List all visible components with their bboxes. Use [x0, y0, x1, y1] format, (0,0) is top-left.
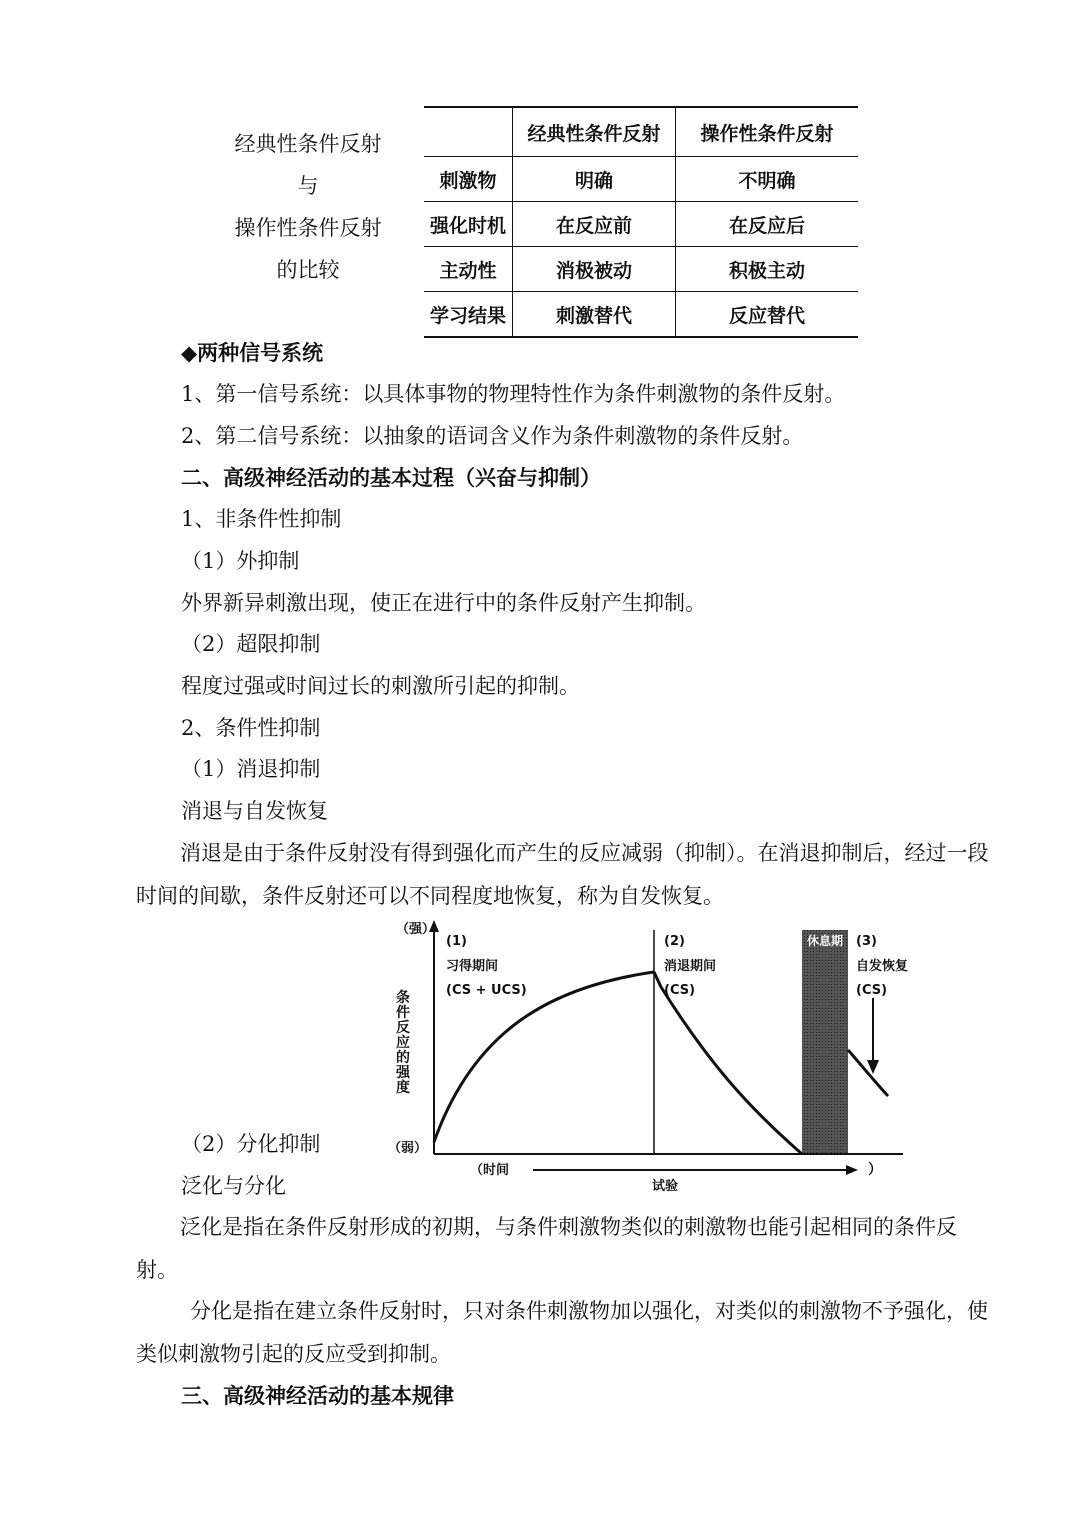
phase1-label: 习得期间: [446, 959, 499, 974]
sub1-2-text: 程度过强或时间过长的刺激所引起的抑制。: [181, 674, 580, 698]
table-cell: 刺激替代: [513, 292, 676, 338]
sub1-1-text: 外界新异刺激出现，使正在进行中的条件反射产生抑制。: [181, 591, 706, 615]
sub2-1-heading: （1）消退抑制: [181, 757, 321, 781]
phase2-condition: (CS): [664, 983, 696, 998]
table-row: [424, 292, 858, 338]
sub1-heading: 1、非条件性抑制: [181, 507, 342, 531]
comparison-side-label-2: 与: [297, 174, 319, 198]
sub2-2-title: 泛化与分化: [181, 1174, 286, 1198]
y-axis-title-char: 条: [396, 990, 410, 1006]
phase1-condition: (CS + UCS): [446, 983, 527, 998]
comparison-table: [424, 106, 858, 338]
table-header-row: [424, 107, 858, 157]
table-header-cell: [424, 107, 513, 157]
phase3-condition: (CS): [856, 983, 888, 998]
table-row: [424, 202, 858, 247]
comparison-side-label-3: 操作性条件反射: [234, 216, 382, 240]
x-axis-arrow-head: [846, 1165, 858, 1175]
sub1-2-heading: （2）超限抑制: [181, 632, 321, 656]
phase3-label: 自发恢复: [856, 959, 909, 974]
table-cell: 消极被动: [513, 247, 676, 292]
section2-heading: 二、高级神经活动的基本过程（兴奋与抑制）: [181, 465, 601, 490]
sub1-1-heading: （1）外抑制: [181, 549, 300, 573]
y-axis-title-char: 反: [396, 1020, 410, 1036]
y-axis-title-char: 的: [396, 1050, 410, 1066]
y-weak-label: （弱）: [388, 1141, 428, 1156]
x-axis-title: 试验: [652, 1179, 679, 1194]
y-strong-label: （强）: [396, 922, 436, 937]
phase1-number: (1): [446, 934, 467, 949]
signals-item-2: 2、第二信号系统：以抽象的语词含义作为条件刺激物的条件反射。: [181, 424, 804, 448]
table-row: [424, 157, 858, 202]
section3-heading: 三、高级神经活动的基本规律: [181, 1383, 454, 1408]
extinction-curve: [654, 972, 802, 1154]
y-axis-title-char: 强: [396, 1065, 410, 1081]
comparison-side-label-4: 的比较: [276, 258, 340, 282]
rest-period-label: 休息期: [806, 934, 844, 948]
table-row: [424, 247, 858, 292]
phase2-label: 消退期间: [664, 959, 717, 974]
table-cell: 不明确: [676, 157, 859, 202]
comparison-side-label-1: 经典性条件反射: [234, 132, 382, 156]
table-cell: 明确: [513, 157, 676, 202]
sub2-1-paragraph: 消退是由于条件反射没有得到强化而产生的反应减弱（抑制）。在消退抑制后，经过一段时间的间歇，条件反射还可以不同程度地恢复，称为自发恢复。: [136, 841, 989, 908]
x-time-label: （时间: [470, 1163, 510, 1178]
table-cell: 反应替代: [676, 292, 859, 338]
y-axis-title-char: 件: [396, 1005, 410, 1021]
table-cell: 学习结果: [424, 292, 513, 338]
y-axis-title-char: 应: [396, 1035, 410, 1051]
table-header-cell: 经典性条件反射: [513, 107, 676, 157]
table-cell: 强化时机: [424, 202, 513, 247]
y-axis-title: [395, 989, 411, 1096]
table-cell: 主动性: [424, 247, 513, 292]
table-cell: 在反应后: [676, 202, 859, 247]
sub2-2-heading: （2）分化抑制: [181, 1132, 321, 1156]
phase2-number: (2): [664, 934, 685, 949]
y-axis-title-char: 度: [396, 1080, 410, 1096]
signals-item-1: 1、第一信号系统：以具体事物的物理特性作为条件刺激物的条件反射。: [181, 382, 846, 406]
phase3-number: (3): [856, 934, 877, 949]
table-cell: 在反应前: [513, 202, 676, 247]
generalization-paragraph: 泛化是指在条件反射形成的初期，与条件刺激物类似的刺激物也能引起相同的条件反射。: [136, 1215, 957, 1282]
table-header-cell: 操作性条件反射: [676, 107, 859, 157]
signals-heading: ◆两种信号系统: [181, 340, 324, 365]
rest-period-band: [802, 930, 848, 1154]
table-cell: 刺激物: [424, 157, 513, 202]
extinction-recovery-figure: [378, 912, 918, 1202]
x-close-paren: ）: [868, 1162, 882, 1178]
sub2-1-title: 消退与自发恢复: [181, 799, 328, 823]
table-cell: 积极主动: [676, 247, 859, 292]
sub2-heading: 2、条件性抑制: [181, 716, 321, 740]
recovery-curve: [848, 1050, 888, 1096]
differentiation-paragraph: 分化是指在建立条件反射时，只对条件刺激物加以强化，对类似的刺激物不予强化，使类似刺激物引起的反应受到抑制。: [136, 1299, 988, 1366]
